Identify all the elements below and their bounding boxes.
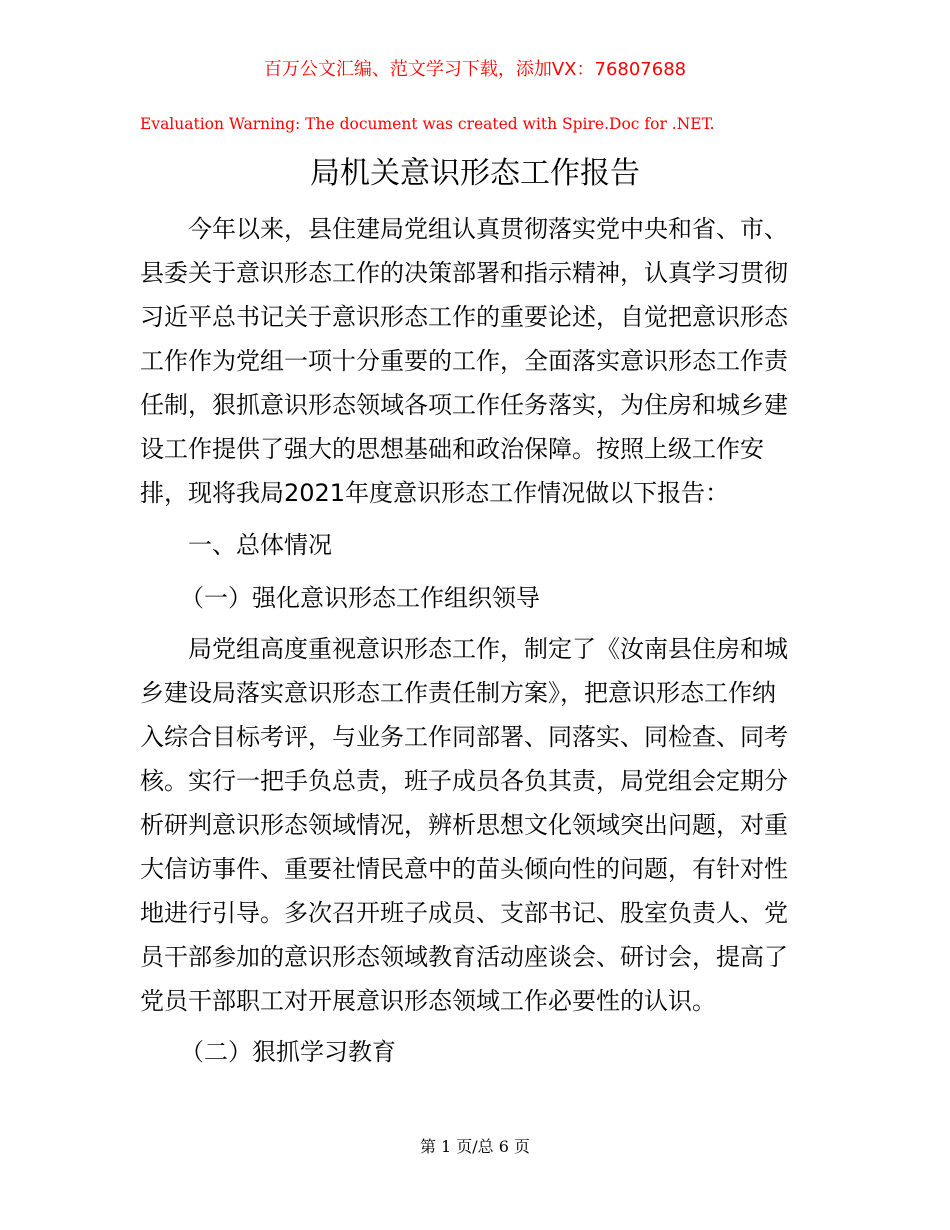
paragraph-line: 习近平总书记关于意识形态工作的重要论述，自觉把意识形态 xyxy=(140,303,788,331)
paragraph-line: 县委关于意识形态工作的决策部署和指示精神，认真学习贯彻 xyxy=(140,259,788,287)
evaluation-warning: Evaluation Warning: The document was created with Spire.Doc for .NET. xyxy=(140,115,715,133)
paragraph-line: 工作作为党组一项十分重要的工作，全面落实意识形态工作责 xyxy=(140,347,788,375)
paragraph-line: 析研判意识形态领域情况，辨析思想文化领域突出问题，对重 xyxy=(140,811,788,839)
header-banner: 百万公文汇编、范文学习下载，添加VX：76807688 xyxy=(263,59,687,80)
paragraph-line: 地进行引导。多次召开班子成员、支部书记、股室负责人、党 xyxy=(140,899,788,927)
paragraph-line: 设工作提供了强大的思想基础和政治保障。按照上级工作安 xyxy=(140,435,764,463)
paragraph-leadership xyxy=(140,627,812,1023)
paragraph-line: 员干部参加的意识形态领域教育活动座谈会、研讨会，提高了 xyxy=(140,943,788,971)
subsection-heading: （一）强化意识形态工作组织领导 xyxy=(180,584,540,612)
paragraph-line: 局党组高度重视意识形态工作，制定了《汝南县住房和城 xyxy=(188,635,788,663)
page-footer: 第 1 页/总 6 页 xyxy=(419,1137,531,1156)
paragraph-line: 入综合目标考评，与业务工作同部署、同落实、同检查、同考 xyxy=(140,723,788,751)
paragraph-line: 乡建设局落实意识形态工作责任制方案》，把意识形态工作纳 xyxy=(140,679,776,707)
subsection-heading: （二）狠抓学习教育 xyxy=(180,1038,396,1066)
paragraph-line: 今年以来，县住建局党组认真贯彻落实党中央和省、市、 xyxy=(188,215,788,243)
paragraph-line: 核。实行一把手负总责，班子成员各负其责，局党组会定期分 xyxy=(140,767,788,795)
paragraph-line: 党员干部职工对开展意识形态领域工作必要性的认识。 xyxy=(140,987,716,1015)
paragraph-line: 任制，狠抓意识形态领域各项工作任务落实，为住房和城乡建 xyxy=(140,391,788,419)
section-heading: 一、总体情况 xyxy=(188,531,332,559)
paragraph-line: 大信访事件、重要社情民意中的苗头倾向性的问题，有针对性 xyxy=(140,855,788,883)
document-title: 局机关意识形态工作报告 xyxy=(310,156,640,191)
paragraph-intro xyxy=(140,207,812,515)
paragraph-line: 排，现将我局2021年度意识形态工作情况做以下报告： xyxy=(140,479,730,507)
